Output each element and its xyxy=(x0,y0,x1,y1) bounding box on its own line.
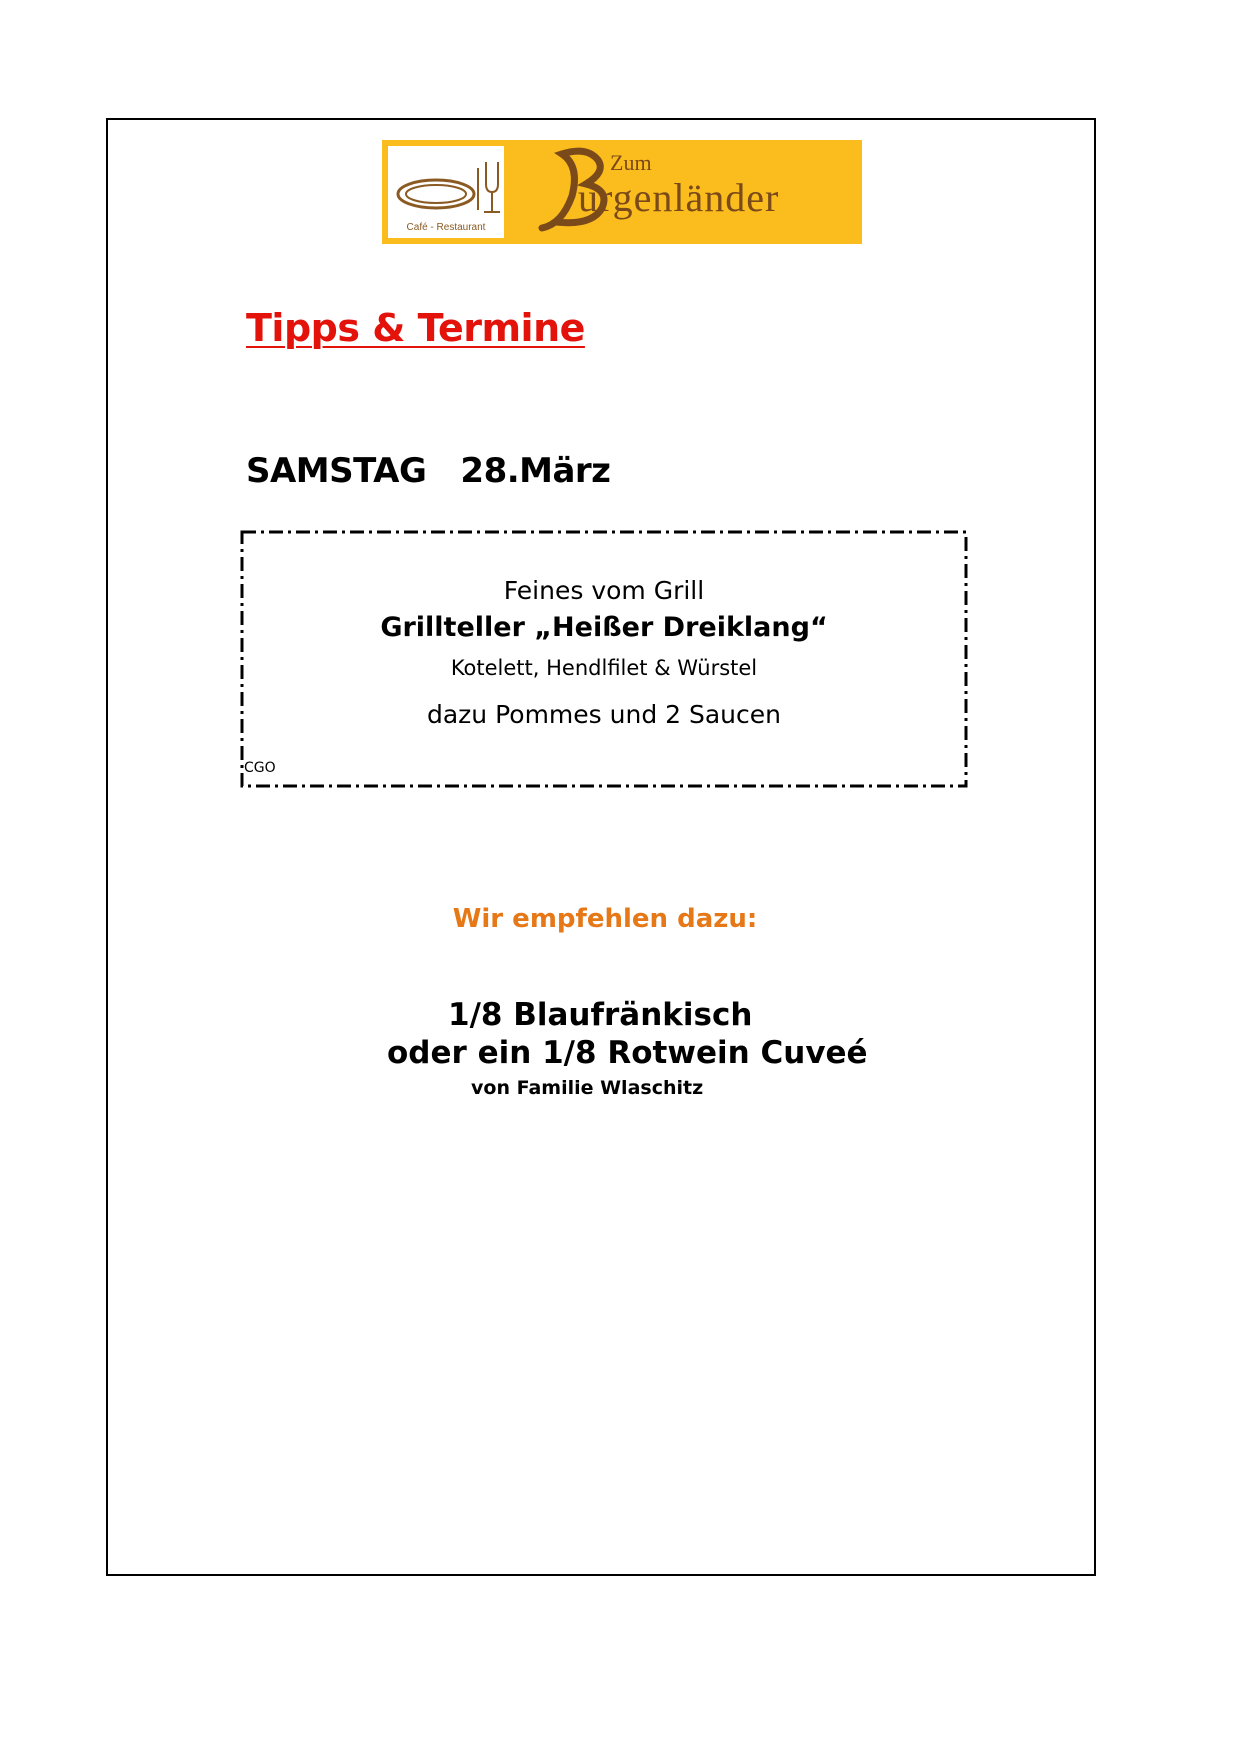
restaurant-logo xyxy=(382,140,862,244)
logo-emblem xyxy=(388,146,504,238)
menu-code: CGO xyxy=(244,760,276,776)
logo-name: urgenländer xyxy=(578,175,780,220)
menu-offer-box xyxy=(240,530,968,788)
event-date: SAMSTAG 28.März xyxy=(246,451,611,491)
plate-glass-icon xyxy=(394,154,504,224)
wine-line-1: 1/8 Blaufränkisch xyxy=(448,997,753,1033)
recommendation-heading: Wir empfehlen dazu: xyxy=(452,904,758,934)
wine-line-2: oder ein 1/8 Rotwein Cuveé xyxy=(387,1035,868,1071)
menu-dish-name: Grillteller „Heißer Dreiklang“ xyxy=(380,612,828,643)
wine-producer: von Familie Wlaschitz xyxy=(471,1077,704,1099)
menu-dish-items: Kotelett, Hendlfilet & Würstel xyxy=(450,656,758,680)
menu-intro: Feines vom Grill xyxy=(503,576,705,605)
page-title: Tipps & Termine xyxy=(246,306,585,350)
menu-sides: dazu Pommes und 2 Saucen xyxy=(426,700,781,729)
logo-tagline: Café - Restaurant xyxy=(406,222,486,233)
logo-zum: Zum xyxy=(610,150,652,175)
